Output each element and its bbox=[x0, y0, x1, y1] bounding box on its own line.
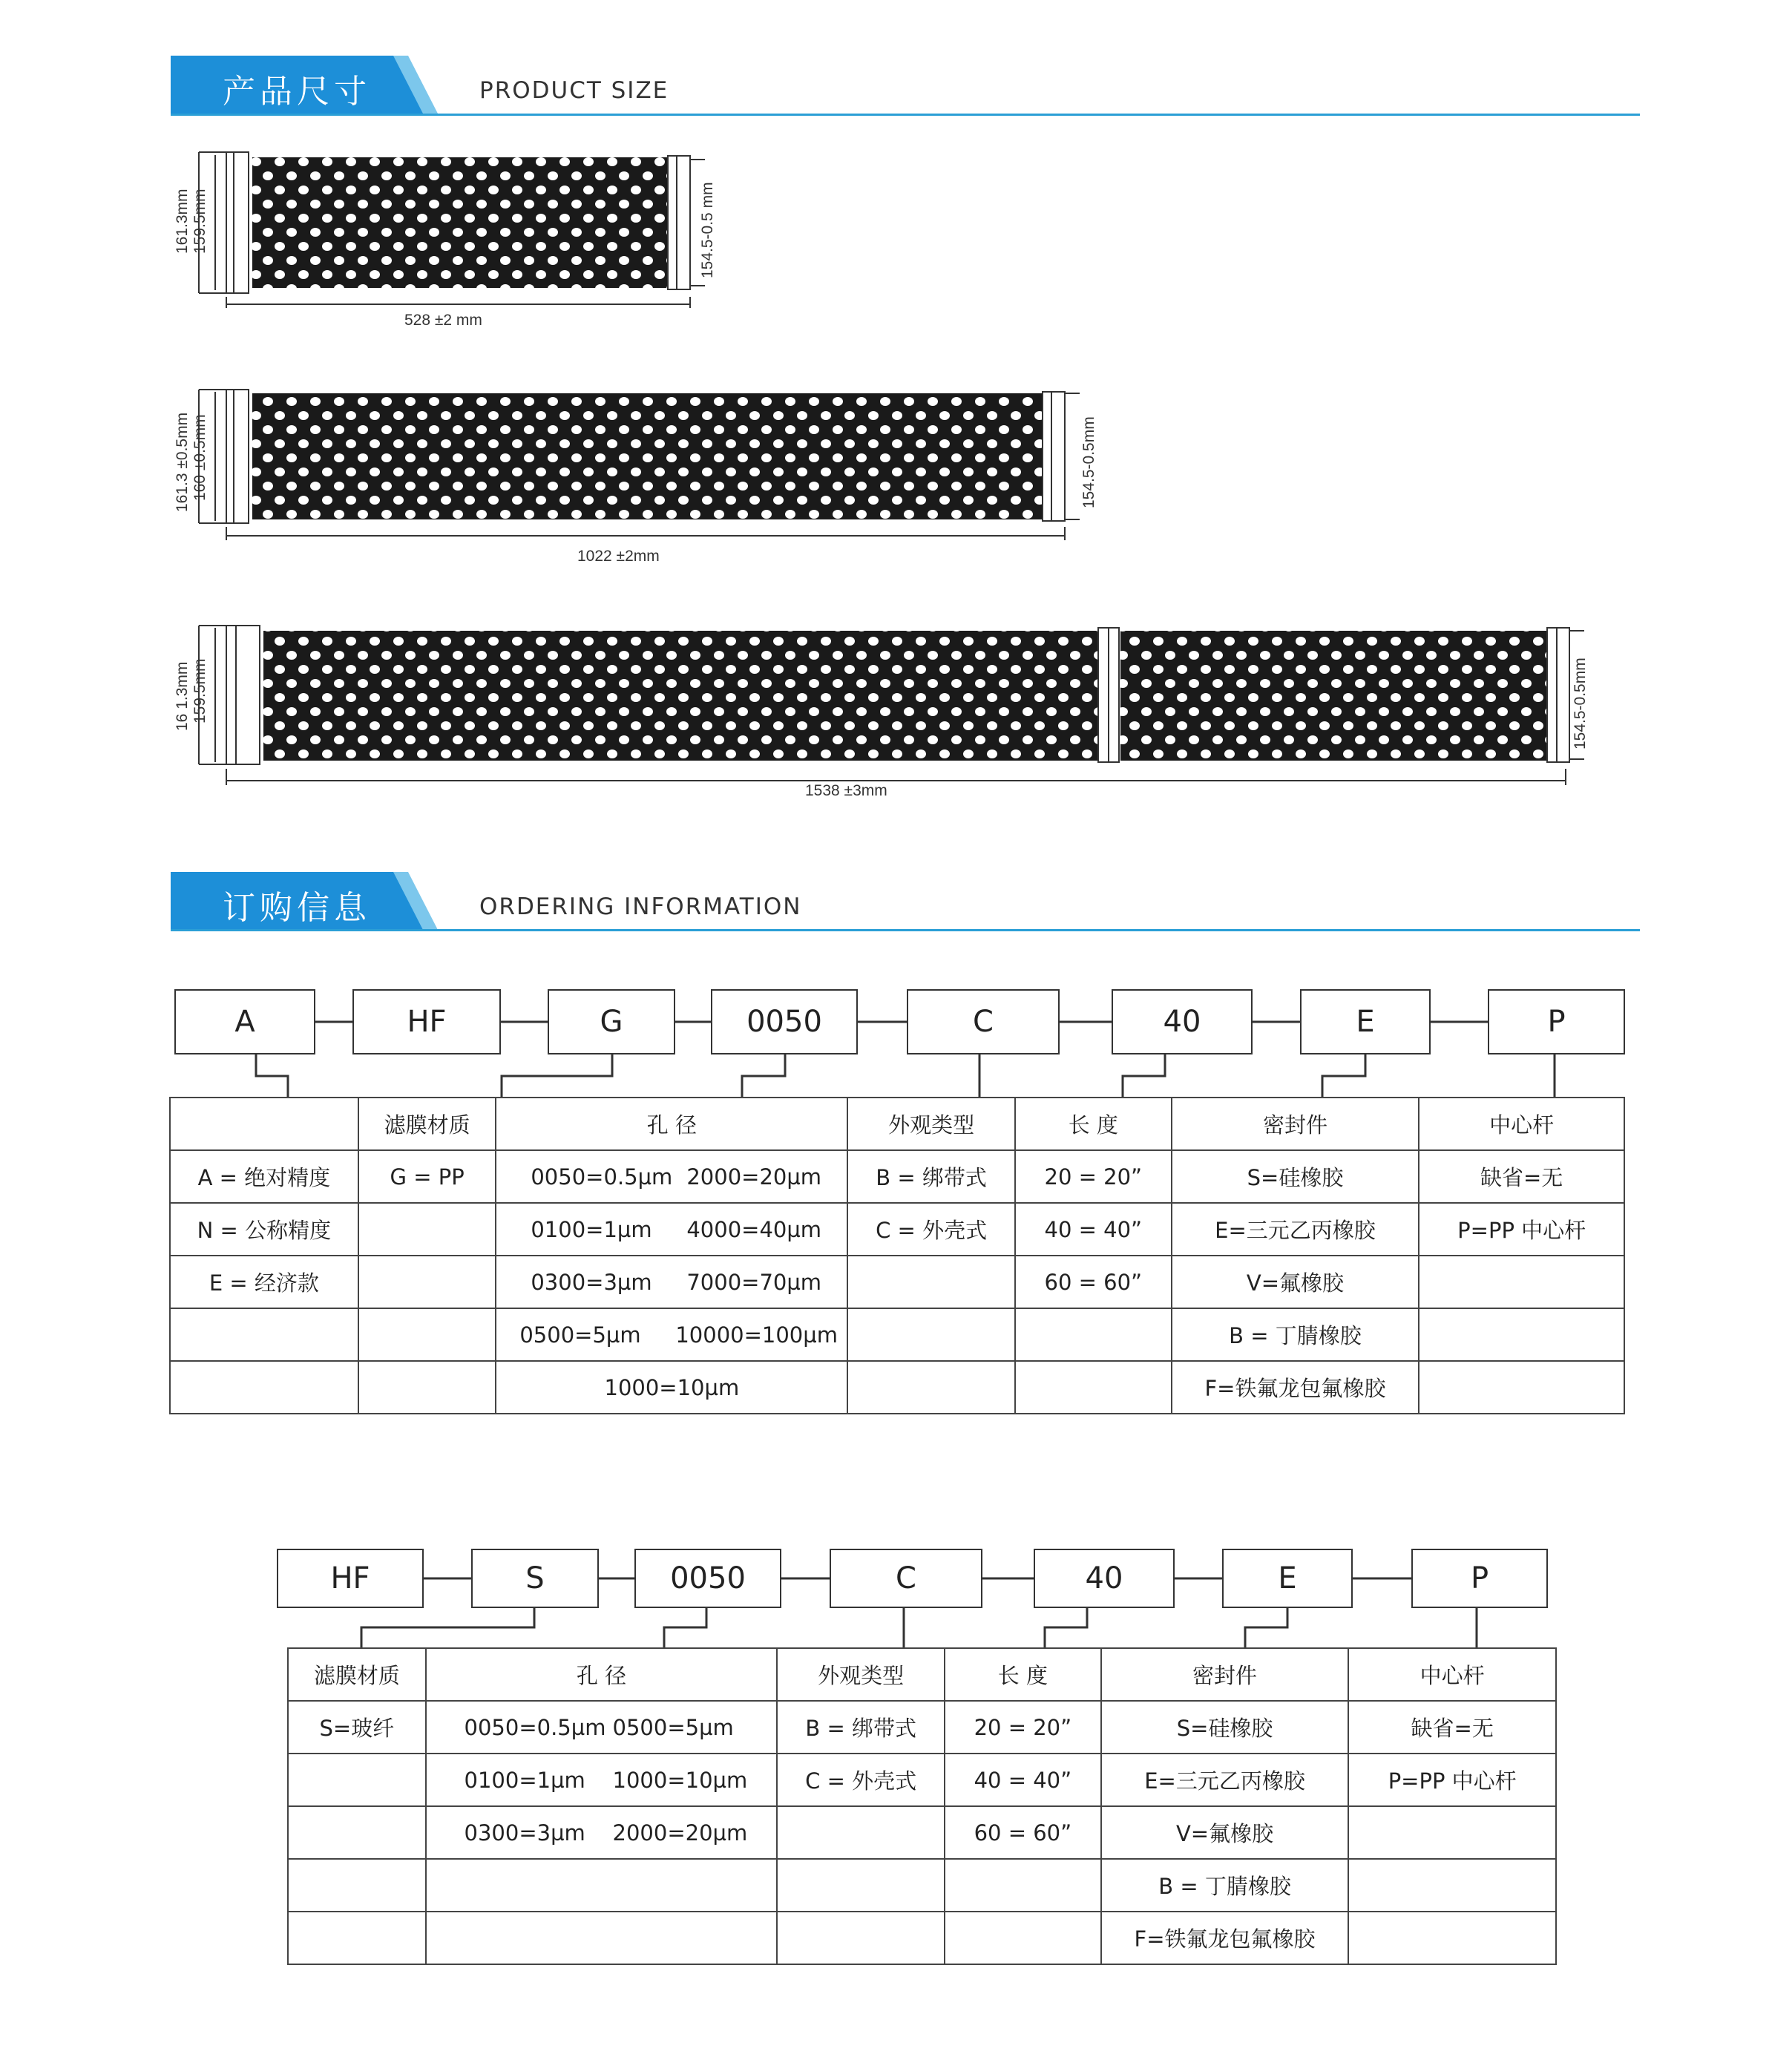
code1-box-material: G bbox=[548, 989, 675, 1054]
table-cell bbox=[847, 1361, 1015, 1414]
filter-1022 bbox=[199, 390, 1080, 540]
code1-box-series: A bbox=[174, 989, 315, 1054]
code2-box-seal: E bbox=[1222, 1549, 1353, 1608]
table-header-row bbox=[288, 1648, 1556, 1701]
table-cell: S=硅橡胶 bbox=[1101, 1701, 1349, 1754]
code2-box-membrane: HF bbox=[277, 1549, 424, 1608]
pore-value: 0050=0.5µm bbox=[531, 1164, 673, 1190]
pore-value: 0300=3µm bbox=[531, 1269, 652, 1295]
table-cell bbox=[1348, 1859, 1556, 1912]
table-header-row bbox=[170, 1098, 1624, 1150]
pore-value: 1000=10µm bbox=[612, 1767, 748, 1793]
pore-cell: 1000=10µm bbox=[496, 1361, 847, 1414]
filter1-length-label: 528 ±2 mm bbox=[404, 312, 482, 329]
table-cell bbox=[1419, 1361, 1624, 1414]
table-cell: E=三元乙丙橡胶 bbox=[1172, 1203, 1420, 1256]
header-cell: 长 度 bbox=[945, 1648, 1101, 1701]
filter2-length-label: 1022 ±2mm bbox=[577, 548, 660, 565]
header-cell bbox=[170, 1098, 358, 1150]
table-cell: S=硅橡胶 bbox=[1172, 1150, 1420, 1203]
table-cell bbox=[358, 1256, 496, 1308]
pore-value: 2000=20µm bbox=[686, 1164, 822, 1190]
table-row bbox=[288, 1859, 1556, 1912]
table-cell: E=三元乙丙橡胶 bbox=[1101, 1754, 1349, 1806]
table-cell: 60 = 60” bbox=[1015, 1256, 1172, 1308]
table-cell bbox=[847, 1256, 1015, 1308]
table-cell: A = 绝对精度 bbox=[170, 1150, 358, 1203]
filter-528 bbox=[199, 152, 705, 308]
table-cell: 40 = 40” bbox=[1015, 1203, 1172, 1256]
table-cell bbox=[358, 1308, 496, 1361]
header-cell: 孔 径 bbox=[426, 1648, 778, 1701]
table-row bbox=[170, 1361, 1624, 1414]
table-row bbox=[288, 1912, 1556, 1964]
table-cell bbox=[847, 1308, 1015, 1361]
table-cell bbox=[358, 1361, 496, 1414]
table-cell: S=玻纤 bbox=[288, 1701, 426, 1754]
table-cell bbox=[170, 1308, 358, 1361]
section-title-cn: 产品尺寸 bbox=[223, 73, 371, 111]
pore-cell bbox=[496, 1308, 847, 1361]
table-row bbox=[288, 1806, 1556, 1859]
section-title-cn: 订购信息 bbox=[223, 889, 371, 927]
table-row bbox=[170, 1256, 1624, 1308]
section-title-en: ORDERING INFORMATION bbox=[479, 893, 802, 920]
table-cell: N = 公称精度 bbox=[170, 1203, 358, 1256]
table-row bbox=[170, 1150, 1624, 1203]
table-cell: B = 丁腈橡胶 bbox=[1101, 1859, 1349, 1912]
table-cell bbox=[945, 1859, 1101, 1912]
pore-cell bbox=[426, 1806, 778, 1859]
table-cell: B = 绑带式 bbox=[847, 1150, 1015, 1203]
code1-spec-table bbox=[169, 1097, 1625, 1414]
table-cell bbox=[777, 1859, 945, 1912]
header-cell: 长 度 bbox=[1015, 1098, 1172, 1150]
header-cell: 孔 径 bbox=[496, 1098, 847, 1150]
table-cell bbox=[777, 1912, 945, 1964]
filter3-id-label: 159.5mm bbox=[191, 658, 209, 724]
code1-box-type: C bbox=[907, 989, 1060, 1054]
table-cell: V=氟橡胶 bbox=[1101, 1806, 1349, 1859]
table-cell bbox=[288, 1859, 426, 1912]
section-header-ordering bbox=[171, 872, 438, 930]
pore-cell bbox=[496, 1256, 847, 1308]
table-cell: G = PP bbox=[358, 1150, 496, 1203]
code2-spec-table bbox=[287, 1647, 1557, 1965]
table-cell: C = 外壳式 bbox=[777, 1754, 945, 1806]
header-cell: 滤膜材质 bbox=[358, 1098, 496, 1150]
pore-value: 7000=70µm bbox=[686, 1269, 822, 1295]
table-cell bbox=[1419, 1256, 1624, 1308]
header-cell: 密封件 bbox=[1101, 1648, 1349, 1701]
table-cell bbox=[288, 1754, 426, 1806]
filter2-id-label: 160 ±0.5mm bbox=[191, 414, 209, 501]
filter2-od-label: 161.3 ±0.5mm bbox=[174, 412, 191, 512]
pore-value: 0500=5µm bbox=[612, 1714, 734, 1740]
table-cell: 20 = 20” bbox=[1015, 1150, 1172, 1203]
table-cell bbox=[777, 1806, 945, 1859]
header-cell: 中心杆 bbox=[1348, 1648, 1556, 1701]
filter2-end-label: 154.5-0.5mm bbox=[1080, 416, 1097, 508]
table-cell bbox=[170, 1361, 358, 1414]
table-cell: P=PP 中心杆 bbox=[1419, 1203, 1624, 1256]
table-cell: 20 = 20” bbox=[945, 1701, 1101, 1754]
code2-box-material: S bbox=[471, 1549, 599, 1608]
table-cell: B = 丁腈橡胶 bbox=[1172, 1308, 1420, 1361]
section-divider bbox=[171, 929, 1640, 931]
filter3-end-label: 154.5-0.5mm bbox=[1572, 657, 1589, 749]
header-cell: 外观类型 bbox=[777, 1648, 945, 1701]
filter-1538 bbox=[199, 626, 1584, 785]
pore-value: 0300=3µm bbox=[464, 1820, 585, 1846]
table-cell: V=氟橡胶 bbox=[1172, 1256, 1420, 1308]
code1-box-core: P bbox=[1488, 989, 1625, 1054]
table-cell bbox=[1015, 1308, 1172, 1361]
pore-value: 4000=40µm bbox=[686, 1216, 822, 1242]
table-cell: P=PP 中心杆 bbox=[1348, 1754, 1556, 1806]
code2-box-core: P bbox=[1411, 1549, 1548, 1608]
table-cell: F=铁氟龙包氟橡胶 bbox=[1101, 1912, 1349, 1964]
header-cell: 中心杆 bbox=[1419, 1098, 1624, 1150]
table-cell bbox=[945, 1912, 1101, 1964]
table-row bbox=[170, 1203, 1624, 1256]
code2-box-length: 40 bbox=[1034, 1549, 1175, 1608]
section-title-en: PRODUCT SIZE bbox=[479, 77, 669, 104]
pore-cell bbox=[426, 1754, 778, 1806]
table-cell: 60 = 60” bbox=[945, 1806, 1101, 1859]
pore-cell bbox=[496, 1203, 847, 1256]
filter3-od-label: 16 1.3mm bbox=[174, 661, 191, 731]
code1-box-membrane: HF bbox=[352, 989, 501, 1054]
header-cell: 滤膜材质 bbox=[288, 1648, 426, 1701]
table-cell: 缺省=无 bbox=[1419, 1150, 1624, 1203]
table-cell: B = 绑带式 bbox=[777, 1701, 945, 1754]
pore-cell bbox=[426, 1859, 778, 1912]
pore-value: 10000=100µm bbox=[675, 1322, 838, 1348]
pore-cell bbox=[426, 1701, 778, 1754]
code2-box-pore: 0050 bbox=[634, 1549, 781, 1608]
pore-value: 0100=1µm bbox=[531, 1216, 652, 1242]
table-cell bbox=[1419, 1308, 1624, 1361]
pore-value: 2000=20µm bbox=[612, 1820, 748, 1846]
code1-box-pore: 0050 bbox=[711, 989, 858, 1054]
table-cell bbox=[1015, 1361, 1172, 1414]
pore-cell bbox=[496, 1150, 847, 1203]
table-cell: E = 经济款 bbox=[170, 1256, 358, 1308]
table-cell bbox=[288, 1806, 426, 1859]
table-cell bbox=[1348, 1806, 1556, 1859]
code1-box-length: 40 bbox=[1112, 989, 1253, 1054]
code2-box-type: C bbox=[830, 1549, 982, 1608]
table-cell: C = 外壳式 bbox=[847, 1203, 1015, 1256]
header-cell: 外观类型 bbox=[847, 1098, 1015, 1150]
table-cell: 40 = 40” bbox=[945, 1754, 1101, 1806]
pore-value: 0100=1µm bbox=[464, 1767, 585, 1793]
table-row bbox=[170, 1308, 1624, 1361]
table-cell: 缺省=无 bbox=[1348, 1701, 1556, 1754]
table-row bbox=[288, 1754, 1556, 1806]
filter-drawings bbox=[0, 0, 1792, 816]
pore-value: 0050=0.5µm bbox=[464, 1714, 606, 1740]
filter1-od-label: 161.3mm bbox=[174, 188, 191, 254]
pore-cell bbox=[426, 1912, 778, 1964]
table-row bbox=[288, 1701, 1556, 1754]
header-cell: 密封件 bbox=[1172, 1098, 1420, 1150]
filter1-id-label: 159.5mm bbox=[191, 188, 209, 254]
table-cell bbox=[1348, 1912, 1556, 1964]
pore-value: 0500=5µm bbox=[519, 1322, 641, 1348]
filter3-length-label: 1538 ±3mm bbox=[805, 782, 887, 799]
filter1-end-label: 154.5-0.5 mm bbox=[699, 182, 716, 278]
code1-box-seal: E bbox=[1300, 989, 1431, 1054]
table-cell bbox=[358, 1203, 496, 1256]
table-cell bbox=[288, 1912, 426, 1964]
table-cell: F=铁氟龙包氟橡胶 bbox=[1172, 1361, 1420, 1414]
